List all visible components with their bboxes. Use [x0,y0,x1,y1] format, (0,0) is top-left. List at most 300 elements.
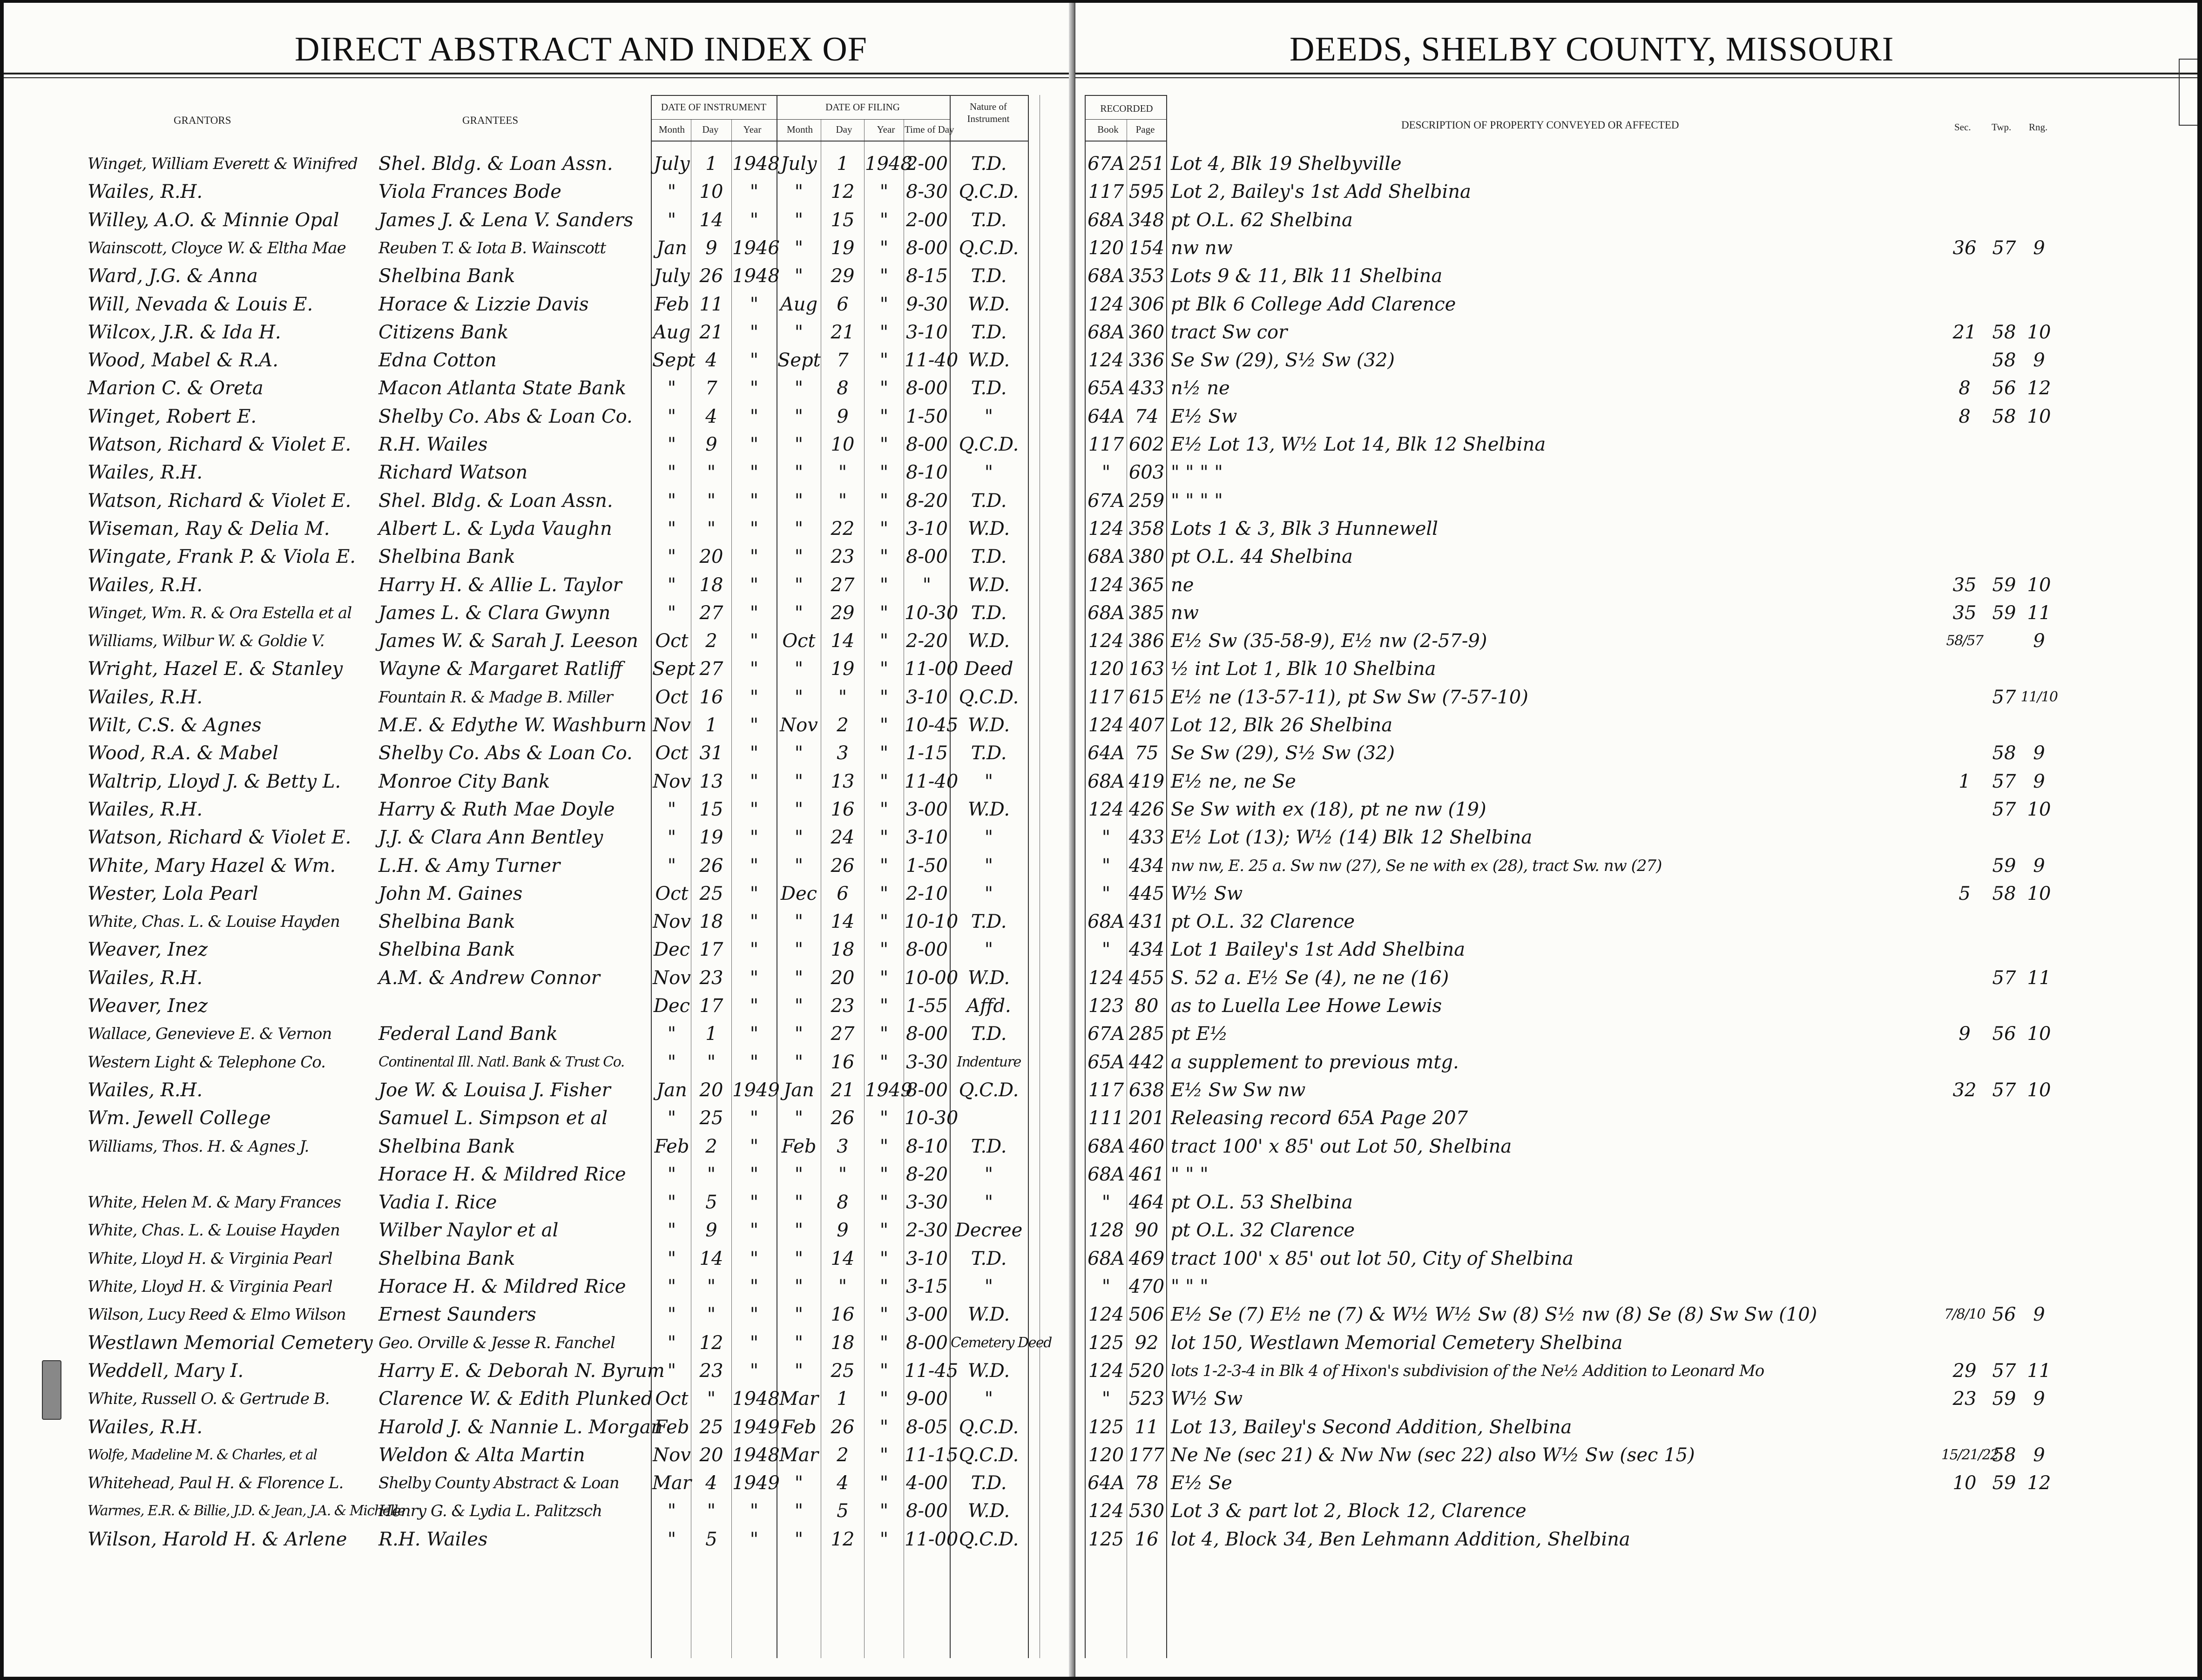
grantee-cell: M.E. & Edythe W. Washburn [378,715,647,736]
filing-year-cell: " [879,237,889,259]
grantee-cell: Edna Cotton [378,350,497,371]
filing-year-cell: " [879,855,889,877]
description-cell: S. 52 a. E½ Se (4), ne ne (16) [1171,967,1449,989]
book-cell: 117 [1088,686,1124,708]
description-cell: pt O.L. 53 Shelbina [1171,1192,1353,1214]
page-cell: 380 [1128,546,1165,568]
nature-cell: T.D. [971,1472,1007,1494]
instrument-month-cell: " [667,1360,676,1382]
instrument-day-cell: " [707,462,716,484]
grantor-cell: Ward, J.G. & Anna [88,265,258,287]
filing-day-cell: 16 [831,798,855,820]
nature-cell: T.D. [971,1023,1007,1045]
twp-cell [1988,1160,2020,1188]
nature-cell: T.D. [971,546,1007,568]
instrument-day-cell: 5 [705,1192,717,1214]
page-cell: 461 [1128,1163,1165,1185]
instrument-month-cell: Dec [653,939,690,961]
table-row [4,178,1074,206]
grantee-cell: Harry & Ruth Mae Doyle [378,798,615,820]
instrument-month-cell: " [667,602,676,624]
table-row [1075,1076,2197,1104]
nature-cell: " [984,883,993,904]
instrument-month-cell: Mar [652,1472,691,1494]
table-row [1075,908,2197,936]
rng-cell: 9 [2033,855,2045,877]
instrument-day-cell: 13 [699,770,723,792]
rng-cell: 10 [2027,883,2051,904]
nature-cell: W.D. [967,518,1010,540]
table-row [4,1160,1074,1188]
book-cell: 124 [1088,1500,1124,1522]
filing-month-cell: " [794,1528,804,1550]
instrument-month-cell: " [667,462,676,484]
instrument-year-cell: " [750,518,759,540]
instrument-day-cell: 27 [699,658,723,680]
twp-cell: 57 [1992,237,2016,259]
instrument-year-cell: " [750,1500,759,1522]
filing-month-cell: " [794,546,804,568]
rng-cell: 10 [2027,321,2051,343]
twp-cell [1988,1133,2020,1160]
instrument-year-cell: " [750,1163,759,1185]
page-cell: 78 [1135,1472,1159,1494]
filing-month-cell: " [794,1276,804,1297]
page-cell: 469 [1128,1248,1165,1269]
right-page [1075,3,2197,1677]
table-row [4,206,1074,234]
nature-cell: T.D. [971,602,1007,624]
page-header: Page [1135,124,1155,135]
filing-year-cell: " [879,1135,889,1157]
instrument-year-cell: " [750,546,759,568]
table-row [1075,1525,2197,1553]
twp-cell: 57 [1992,967,2016,989]
instrument-day-header: Day [702,124,719,135]
instrument-month-cell: Oct [655,1388,689,1410]
nature-header: Nature of Instrument [967,101,1010,124]
filing-day-cell: 14 [831,630,855,652]
filing-year-cell: 1949 [865,1079,912,1101]
sec-cell [1941,796,1988,823]
rng-cell: 11 [2027,602,2051,624]
sec-cell [1941,487,1988,515]
description-cell: Lot 1 Bailey's 1st Add Shelbina [1171,939,1466,961]
grantee-cell: Richard Watson [378,462,528,484]
table-row [4,515,1074,543]
sec-cell [1941,290,1988,318]
filing-year-cell: " [879,1220,889,1241]
nature-cell: " [984,827,993,849]
table-row [1075,1188,2197,1216]
table-row [1075,796,2197,823]
grantor-cell: Wainscott, Cloyce W. & Eltha Mae [88,238,346,257]
sec-cell: 5 [1959,883,1971,904]
instrument-year-cell: " [750,1220,759,1241]
instrument-month-cell: " [667,827,676,849]
sec-cell: 21 [1952,321,1977,343]
instrument-month-cell: " [667,1051,676,1073]
page-cell: 603 [1128,462,1165,484]
filing-month-cell: " [794,462,804,484]
page-cell: 336 [1128,350,1165,371]
instrument-day-cell: " [707,1051,716,1073]
table-row [4,1245,1074,1273]
table-row [4,346,1074,374]
book-cell: 117 [1088,181,1124,203]
filing-year-cell: " [879,602,889,624]
instrument-year-cell: " [750,321,759,343]
book-cell: " [1101,1388,1111,1410]
grantee-cell: Albert L. & Lyda Vaughn [378,518,612,540]
book-cell: 65A [1087,1051,1125,1073]
table-row [4,431,1074,459]
rng-cell: 12 [2027,1472,2051,1494]
filing-year-cell: 1948 [865,153,912,175]
table-row [1075,262,2197,290]
filing-day-cell: 20 [831,967,855,989]
table-row [4,711,1074,739]
book-cell: 124 [1088,518,1124,540]
page-cell: 602 [1128,434,1165,455]
rng-cell: 10 [2027,574,2051,596]
table-row [1075,711,2197,739]
instrument-year-cell: " [750,686,759,708]
table-row [4,374,1074,402]
filing-month-cell: " [794,434,804,455]
instrument-year-cell: " [750,911,759,933]
description-cell: Lot 13, Bailey's Second Addition, Shelbina [1171,1416,1572,1438]
book-cell: " [1101,1276,1111,1297]
table-row [1075,1329,2197,1357]
book-cell: " [1101,883,1111,904]
instrument-year-cell: 1948 [732,1444,780,1466]
filing-day-cell: 29 [831,265,855,287]
grantee-cell: Horace H. & Mildred Rice [378,1163,626,1185]
filing-day-cell: 1 [837,153,849,175]
sec-cell: 32 [1952,1079,1977,1101]
title-rule [4,73,1074,74]
instrument-day-cell: " [707,1163,716,1185]
page-cell: 426 [1128,798,1165,820]
instrument-month-cell: " [667,1276,676,1297]
grantor-cell: Wright, Hazel E. & Stanley [88,658,343,680]
filing-year-cell: " [879,405,889,427]
rng-cell [2020,655,2058,683]
filing-time-cell: 8-10 [906,462,948,484]
page-cell: 348 [1128,209,1165,231]
rng-cell [2020,1160,2058,1188]
rng-cell [2020,262,2058,290]
ledger-tab [42,1360,61,1420]
twp-cell: 57 [1992,770,2016,792]
rng-cell [2020,1413,2058,1441]
page-cell: 285 [1128,1023,1165,1045]
nature-cell: T.D. [971,153,1007,175]
instrument-year-cell: " [750,602,759,624]
filing-time-cell: 8-00 [906,434,948,455]
filing-month-cell: Feb [781,1135,817,1157]
description-cell: nw [1171,602,1199,624]
book-cell: " [1101,827,1111,849]
filing-time-cell: 2-20 [906,630,948,652]
filing-month-cell: " [794,798,804,820]
table-row [4,543,1074,571]
rng-cell: 9 [2033,1444,2045,1466]
description-cell: n½ ne [1171,378,1230,399]
header-rule [1085,95,1166,96]
sec-cell [1941,964,1988,992]
grantor-cell: Western Light & Telephone Co. [88,1053,325,1072]
twp-cell: 57 [1992,686,2016,708]
grantee-cell: Henry G. & Lydia L. Palitzsch [378,1502,602,1521]
description-cell: tract Sw cor [1171,321,1288,343]
filing-month-cell: " [794,1332,804,1354]
twp-cell [1988,487,2020,515]
rng-cell [2020,1188,2058,1216]
nature-cell: W.D. [967,1304,1010,1326]
grantees-header: GRANTEES [462,115,519,126]
table-row [1075,234,2197,262]
filing-month-cell: Feb [781,1416,817,1438]
grantee-cell: Harold J. & Nannie L. Morgan [378,1416,663,1438]
grantee-cell: Shelbina Bank [378,1248,515,1269]
book-cell: 67A [1087,490,1125,512]
grantor-cell: Weddell, Mary I. [88,1360,244,1382]
instrument-month-cell: Sept [652,658,696,680]
table-row [1075,1413,2197,1441]
table-row [1075,852,2197,880]
book-cell: 124 [1088,798,1124,820]
grantee-cell: Fountain R. & Madge B. Miller [378,688,613,707]
filing-month-cell: " [794,490,804,512]
filing-day-cell: 21 [831,321,855,343]
page-cell: 434 [1128,855,1165,877]
twp-cell [1988,150,2020,178]
filing-month-cell: " [794,1304,804,1326]
filing-year-cell: " [879,1192,889,1214]
instrument-month-cell: " [667,209,676,231]
grantor-cell: Watson, Richard & Violet E. [88,490,351,512]
filing-month-cell: " [794,911,804,933]
table-row [1075,880,2197,908]
grantee-cell: Clarence W. & Edith Plunked [378,1388,653,1410]
grantor-cell: Whitehead, Paul H. & Florence L. [88,1474,344,1493]
grantor-cell: White, Lloyd H. & Virginia Pearl [88,1277,332,1296]
twp-cell [1988,431,2020,459]
filing-time-cell: 8-00 [906,378,948,399]
nature-cell: W.D. [967,1500,1010,1522]
grantor-cell: Wingate, Frank P. & Viola E. [88,546,356,568]
twp-cell: 58 [1992,1444,2016,1466]
filing-time-cell: 3-10 [906,321,948,343]
table-row [1075,1273,2197,1301]
page-cell: 251 [1128,153,1165,175]
filing-year-cell: " [879,911,889,933]
grantee-cell: Weldon & Alta Martin [378,1444,585,1466]
sec-cell [1941,262,1988,290]
instrument-day-cell: 17 [699,995,723,1017]
sec-cell [1941,543,1988,571]
filing-month-cell: Sept [777,350,821,371]
rng-cell: 11/10 [2020,688,2058,705]
twp-cell: 59 [1992,602,2016,624]
sec-cell: 8 [1959,405,1971,427]
sec-cell [1941,1048,1988,1076]
filing-time-cell: 2-00 [906,209,948,231]
instrument-year-cell: " [750,1528,759,1550]
filing-day-cell: 8 [837,1192,849,1214]
grantee-cell: Viola Frances Bode [378,181,561,203]
book-cell: 117 [1088,434,1124,455]
twp-cell: 57 [1992,1079,2016,1101]
description-cell: pt O.L. 32 Clarence [1171,1220,1355,1241]
nature-cell: Q.C.D. [959,237,1019,259]
nature-cell [951,1104,1027,1132]
sec-cell [1941,1104,1988,1132]
table-row [4,964,1074,992]
page-cell: 259 [1128,490,1165,512]
date-of-instrument-header: DATE OF INSTRUMENT [661,101,767,113]
twp-cell [1988,206,2020,234]
table-row [4,796,1074,823]
instrument-month-cell: Feb [654,293,689,315]
description-cell: nw nw [1171,237,1233,259]
rng-cell: 10 [2027,1079,2051,1101]
grantee-cell: Shelbina Bank [378,1135,515,1157]
instrument-month-cell: " [667,518,676,540]
instrument-month-cell: " [667,490,676,512]
page-cell: 407 [1128,715,1165,736]
filing-day-cell: 26 [831,1107,855,1129]
filing-year-cell: " [879,827,889,849]
instrument-day-cell: " [707,1304,716,1326]
header-rule [651,95,1028,96]
nature-cell: " [984,1388,993,1410]
table-row [4,487,1074,515]
filing-month-cell: " [794,967,804,989]
twp-cell [1988,290,2020,318]
sec-cell [1941,150,1988,178]
description-cell: pt Blk 6 College Add Clarence [1171,293,1456,315]
description-cell: E½ Lot 13, W½ Lot 14, Blk 12 Shelbina [1171,434,1546,455]
twp-cell [1988,1497,2020,1525]
rng-cell [2020,1104,2058,1132]
filing-day-cell: 15 [831,209,855,231]
nature-cell: " [984,405,993,427]
book-cell: 125 [1088,1528,1124,1550]
filing-month-cell: Aug [780,293,818,315]
table-row [4,1188,1074,1216]
twp-cell: 59 [1992,1472,2016,1494]
sec-cell: 8 [1959,378,1971,399]
instrument-day-cell: 14 [699,1248,723,1269]
instrument-month-cell: July [654,153,690,175]
filing-time-cell: 2-30 [906,1220,948,1241]
filing-day-cell: 12 [831,1528,855,1550]
book-cell: 124 [1088,350,1124,371]
filing-year-cell: " [879,1332,889,1354]
filing-time-cell: 1-15 [906,742,948,764]
description-cell: Se Sw (29), S½ Sw (32) [1171,742,1395,764]
grantee-cell: Samuel L. Simpson et al [378,1107,608,1129]
filing-year-cell: " [879,350,889,371]
grantee-cell: Shelby Co. Abs & Loan Co. [378,742,633,764]
filing-month-cell: " [794,265,804,287]
page-cell: 11 [1135,1416,1159,1438]
book-cell: 68A [1087,1135,1125,1157]
instrument-day-cell: 25 [699,883,723,904]
nature-cell: Q.C.D. [959,686,1019,708]
twp-cell: 59 [1992,574,2016,596]
filing-month-cell: " [794,1051,804,1073]
grantee-cell: Shel. Bldg. & Loan Assn. [378,490,613,512]
filing-year-cell: " [879,658,889,680]
grantor-cell: Wiseman, Ray & Delia M. [88,518,330,540]
rng-cell: 11 [2027,967,2051,989]
sec-cell [1941,992,1988,1020]
table-row [4,1497,1074,1525]
description-cell: ne [1171,574,1194,596]
page-cell: 442 [1128,1051,1165,1073]
grantor-cell: Will, Nevada & Louis E. [88,293,313,315]
sec-cell [1941,655,1988,683]
nature-cell: Decree [955,1220,1023,1241]
twp-cell: 56 [1992,1023,2016,1045]
nature-cell: " [984,1276,993,1297]
filing-day-cell: 19 [831,237,855,259]
table-row [1075,459,2197,486]
filing-month-cell: " [794,658,804,680]
filing-month-cell: " [794,1472,804,1494]
description-cell: as to Luella Lee Howe Lewis [1171,995,1442,1017]
filing-month-cell: " [794,321,804,343]
instrument-year-cell: " [750,209,759,231]
rng-cell: 12 [2027,378,2051,399]
nature-cell: W.D. [967,293,1010,315]
grantor-cell: Marion C. & Oreta [88,378,263,399]
filing-year-cell: " [879,321,889,343]
sec-cell [1941,1133,1988,1160]
filing-time-cell: 10-00 [905,967,959,989]
filing-time-cell: 8-30 [906,181,948,203]
grantee-cell: Reuben T. & Iota B. Wainscott [378,238,606,257]
nature-cell: Q.C.D. [959,1444,1019,1466]
instrument-day-cell: 5 [705,1528,717,1550]
nature-cell: W.D. [967,630,1010,652]
filing-day-cell: 9 [837,405,849,427]
description-cell: E½ Lot (13); W½ (14) Blk 12 Shelbina [1171,827,1533,849]
filing-month-cell: " [794,1023,804,1045]
table-row [4,1413,1074,1441]
table-row [4,1048,1074,1076]
twp-cell [1988,1245,2020,1273]
book-cell: " [1101,462,1111,484]
page-cell: 615 [1128,686,1165,708]
table-row [1075,1048,2197,1076]
instrument-month-cell: Dec [653,995,690,1017]
instrument-month-cell: Nov [653,967,691,989]
grantor-cell: Winget, William Everett & Winifred [88,155,358,173]
filing-year-cell: " [879,293,889,315]
grantee-cell: Horace H. & Mildred Rice [378,1276,626,1297]
filing-time-cell: 1-55 [906,995,948,1017]
sec-cell [1941,823,1988,851]
filing-month-cell: " [794,1107,804,1129]
instrument-month-cell: " [667,1163,676,1185]
nature-cell: " [984,462,993,484]
left-page-title: DIRECT ABSTRACT AND INDEX OF [295,30,867,68]
